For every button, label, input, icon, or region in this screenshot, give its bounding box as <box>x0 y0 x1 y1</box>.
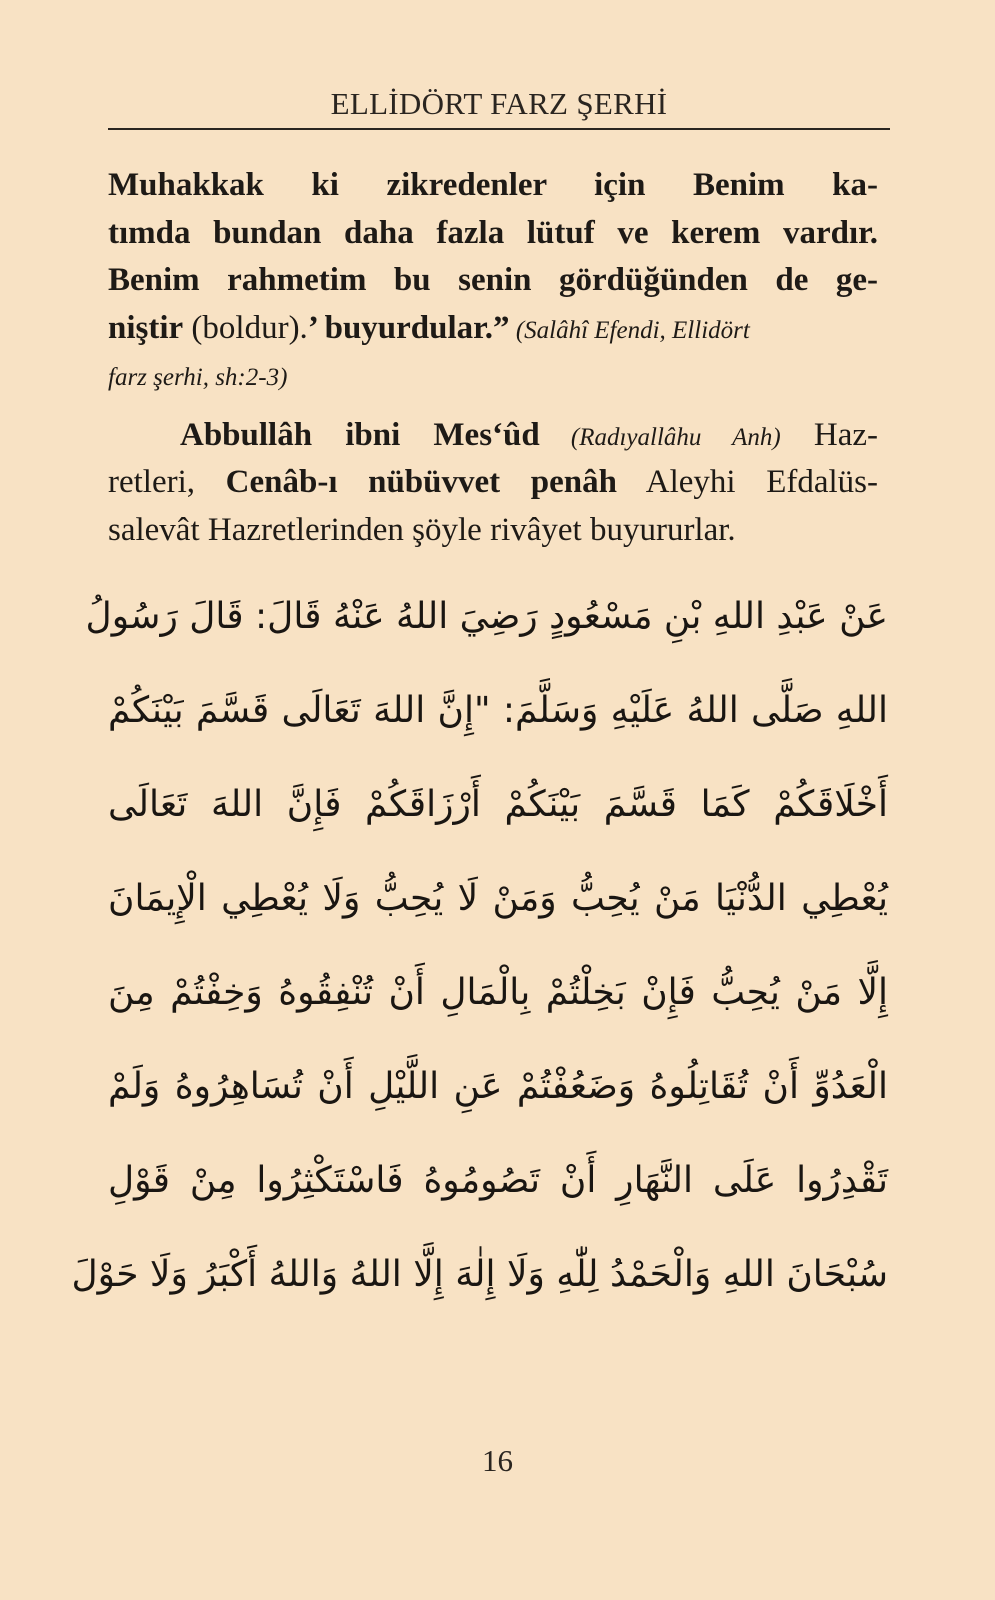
arabic-hadith-text <box>71 570 888 1322</box>
bold-phrase: ’ buyurdular.” <box>307 309 510 346</box>
arabic-line: سُبْحَانَ اللهِ وَالْحَمْدُ لِلّٰهِ وَلَا إِلٰهَ إِلَّا اللهُ وَاللهُ أَكْبَرُ وَلَا حَوْلَ <box>71 1254 888 1295</box>
text-line: salevât Hazretlerinden şöyle rivâyet buyururlar. <box>108 511 736 548</box>
text-line: Muhakkak ki zikredenler için Benim ka- <box>108 167 878 203</box>
bold-phrase: Cenâb-ı nübüvvet penâh <box>225 464 617 500</box>
plain-phrase: Haz- <box>780 416 878 453</box>
arabic-line: عَنْ عَبْدِ اللهِ بْنِ مَسْعُودٍ رَضِيَ اللهُ عَنْهُ قَالَ: قَالَ رَسُولُ <box>85 596 888 637</box>
bold-phrase: niştir <box>108 309 184 346</box>
arabic-line: يُعْطِي الدُّنْيَا مَنْ يُحِبُّ وَمَنْ لَا يُحِبُّ وَلَا يُعْطِي الْإِيمَانَ <box>108 878 888 919</box>
arabic-line: الْعَدُوِّ أَنْ تُقَاتِلُوهُ وَضَعُفْتُمْ عَنِ اللَّيْلِ أَنْ تُسَاهِرُوهُ وَلَمْ <box>108 1066 888 1107</box>
arabic-line: تَقْدِرُوا عَلَى النَّهَارِ أَنْ تَصُومُوهُ فَاسْتَكْثِرُوا مِنْ قَوْلِ <box>108 1160 888 1201</box>
text-line <box>108 352 878 400</box>
honorific: (Radıyallâhu Anh) <box>539 423 781 451</box>
narrator-name: Abbullâh ibni Mes‘ûd <box>180 416 540 453</box>
text-line <box>108 459 878 507</box>
running-head: ELLİDÖRT FARZ ŞERHİ <box>330 86 668 121</box>
text-line: Benim rahmetim bu senin gördüğünden de ge- <box>108 262 878 298</box>
text-line <box>108 412 878 460</box>
arabic-line: إِلَّا مَنْ يُحِبُّ فَإِنْ بَخِلْتُمْ بِالْمَالِ أَنْ تُنْفِقُوهُ وَخِفْتُمْ مِنَ <box>108 972 888 1013</box>
text-line <box>108 305 878 353</box>
page-number: 16 <box>482 1443 513 1478</box>
turkish-text-block <box>108 162 878 554</box>
plain-phrase: (boldur). <box>183 309 308 346</box>
arabic-line: اللهِ صَلَّى اللهُ عَلَيْهِ وَسَلَّمَ: "إِنَّ اللهَ تَعَالَى قَسَّمَ بَيْنَكُمْ <box>108 690 888 731</box>
text-line: tımda bundan daha fazla lütuf ve kerem vardır. <box>108 214 878 251</box>
citation: farz şerhi, sh:2-3) <box>108 364 288 391</box>
plain-phrase: retleri, <box>108 464 226 500</box>
header-rule <box>108 128 890 130</box>
plain-phrase: Aleyhi Efdalüs- <box>616 464 878 500</box>
citation: (Salâhî Efendi, Ellidört <box>509 316 750 344</box>
arabic-line: أَخْلَاقَكُمْ كَمَا قَسَّمَ بَيْنَكُمْ أَرْزَاقَكُمْ فَإِنَّ اللهَ تَعَالَى <box>108 784 888 825</box>
